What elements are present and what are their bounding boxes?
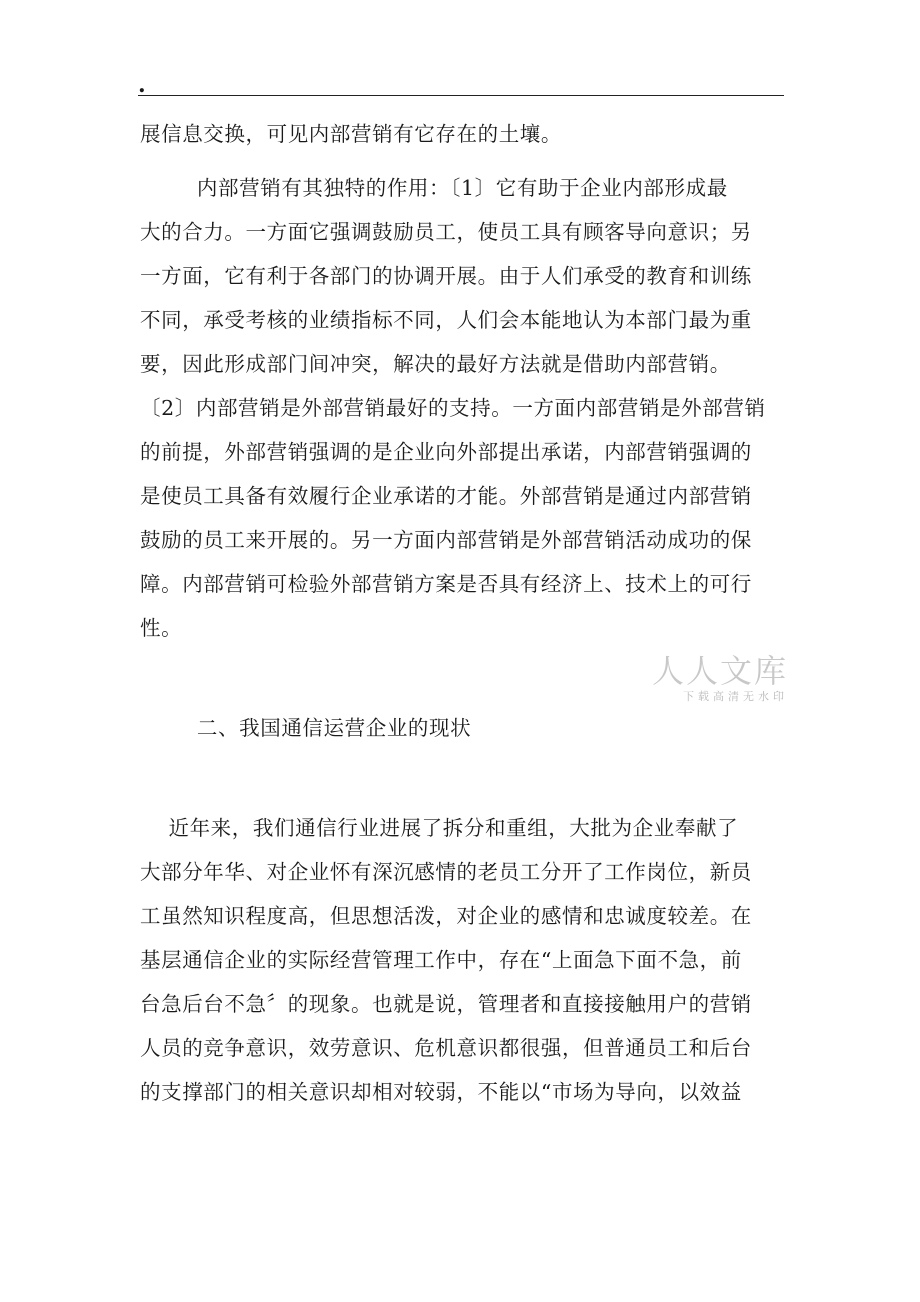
text-line: 基层通信企业的实际经营管理工作中，存在“上面急下面不急，前 — [140, 948, 742, 972]
text-line: 〔2〕内部营销是外部营销最好的支持。一方面内部营销是外部营销 — [140, 396, 766, 420]
header-marker: . — [138, 72, 146, 98]
watermark-title: 人人文库 — [651, 652, 788, 690]
text-line: 是使员工具备有效履行企业承诺的才能。外部营销是通过内部营销 — [140, 484, 752, 508]
document-body — [140, 112, 786, 1114]
text-line: 要，因此形成部门间冲突，解决的最好方法就是借助内部营销。 — [140, 352, 731, 376]
text-line: 工虽然知识程度高，但思想活泼，对企业的感情和忠诚度较差。在 — [140, 904, 752, 928]
paragraph-3 — [140, 806, 786, 1114]
text-line: 展信息交换，可见内部营销有它存在的土壤。 — [140, 122, 562, 146]
text-line: 大部分年华、对企业怀有深沉感情的老员工分开了工作岗位，新员 — [140, 860, 752, 884]
text-line: 障。内部营销可检验外部营销方案是否具有经济上、技术上的可行 — [140, 572, 752, 596]
section-heading: 二、我国通信运营企业的现状 — [140, 716, 472, 740]
watermark-subtitle: 下载高清无水印 — [683, 690, 788, 703]
header-rule — [138, 95, 784, 96]
text-line: 人员的竞争意识，效劳意识、危机意识都很强，但普通员工和后台 — [140, 1036, 752, 1060]
watermark — [648, 652, 788, 704]
text-line: 鼓励的员工来开展的。另一方面内部营销是外部营销活动成功的保 — [140, 528, 752, 552]
paragraph-1 — [140, 112, 786, 156]
text-line: 台急后台不急〞的现象。也就是说，管理者和直接接触用户的营销 — [140, 992, 752, 1016]
text-line: 近年来，我们通信行业进展了拆分和重组，大批为企业奉献了 — [140, 816, 739, 840]
text-line: 一方面，它有利于各部门的协调开展。由于人们承受的教育和训练 — [140, 264, 752, 288]
text-line: 性。 — [140, 616, 183, 640]
text-line: 的前提，外部营销强调的是企业向外部提出承诺，内部营销强调的 — [140, 440, 752, 464]
text-line: 内部营销有其独特的作用：〔1〕它有助于企业内部形成最 — [140, 176, 728, 200]
text-line: 不同，承受考核的业绩指标不同，人们会本能地认为本部门最为重 — [140, 308, 752, 332]
paragraph-2 — [140, 166, 786, 650]
text-line: 的支撑部门的相关意识却相对较弱，不能以“市场为导向，以效益 — [140, 1080, 742, 1104]
text-line: 大的合力。一方面它强调鼓励员工，使员工具有顾客导向意识；另 — [140, 220, 752, 244]
